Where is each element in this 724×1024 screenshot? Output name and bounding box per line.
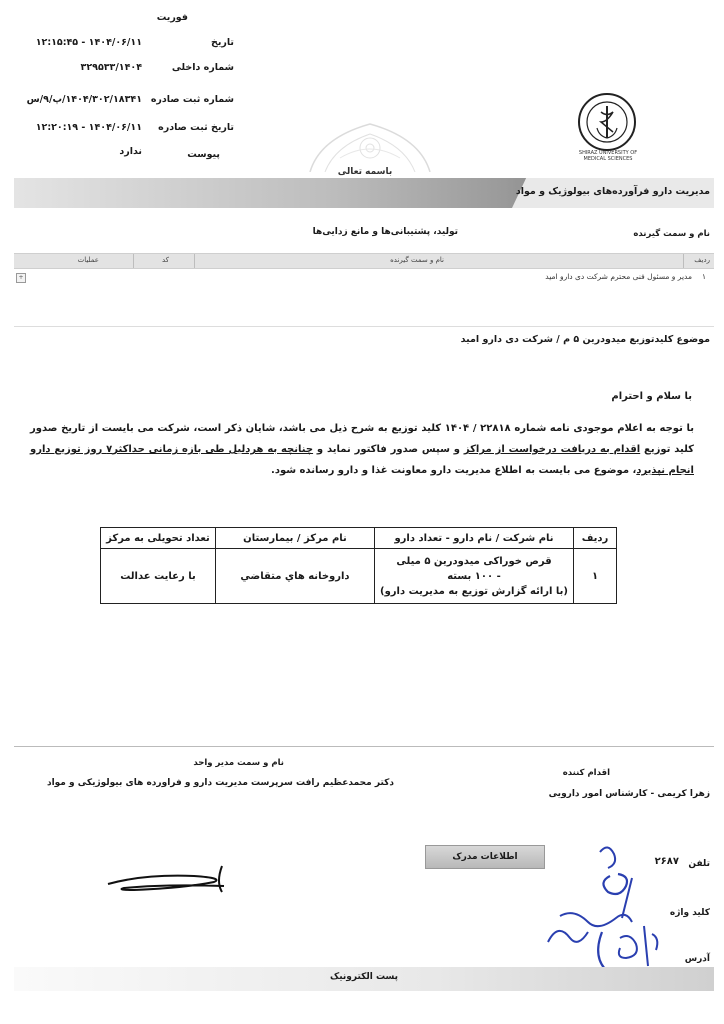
attachment-value: ندارد <box>119 146 142 157</box>
subject-line: موضوع کلیدتوزیع میدودرین ۵ م / شرکت دی دارو امید <box>460 334 710 345</box>
manager-label: نام و سمت مدیر واحد <box>193 758 284 768</box>
expand-icon[interactable]: + <box>16 273 26 283</box>
body-part-3: ، موضوع می بایست به اطلاع مدیریت دارو معاونت غذا و دارو رسانده شود. <box>271 465 637 476</box>
urgency-label: فوریت <box>156 12 188 23</box>
date-label: تاریخ <box>210 37 234 48</box>
registration-date-value: ۱۴۰۴/۰۶/۱۱ - ۱۲:۲۰:۱۹ <box>35 122 142 133</box>
actor-name: زهرا کریمی - کارشناس امور دارویی <box>548 789 710 799</box>
drug-cell <box>375 549 574 604</box>
table-header-quantity: تعداد تحویلی به مرکز <box>101 528 216 549</box>
table-header-center: نام مرکز / بیمارستان <box>216 528 375 549</box>
recipient-row-name: مدیر و مسئول فنی محترم شرکت دی دارو امید <box>545 272 692 281</box>
center-cell: داروخانه هاي متقاضي <box>216 549 375 604</box>
ornament-watermark-icon <box>300 118 440 172</box>
recipient-label: نام و سمت گیرنده <box>633 229 710 239</box>
body-underline-1: اقدام به دریافت درخواست از مراکز <box>463 444 641 455</box>
phone-value: ۲۶۸۷ <box>654 856 679 867</box>
address-label: آدرس <box>684 954 710 964</box>
row-number: ۱ <box>574 549 617 604</box>
handwritten-note-icon <box>540 838 670 980</box>
table-row <box>14 268 714 327</box>
divider <box>14 746 714 747</box>
distribution-table <box>100 527 617 604</box>
body-underline-2: چنانچه به هردلیل طی بازه زمانی حداکثر۷ روز توزیع دارو انجام نپذیرد <box>30 444 694 476</box>
recipient-grid-header <box>14 253 714 269</box>
manager-name: دکتر محمدعظیم رافت سرپرست مدیریت دارو و فراورده های بیولوژیکی و مواد <box>46 778 394 788</box>
internal-number-label: شماره داخلی <box>171 62 234 73</box>
drug-line-3: (با ارائه گزارش توزیع به مدیریت دارو) <box>380 585 568 597</box>
keyword-label: کلید واژه <box>669 908 710 918</box>
table-header-row: ردیف <box>574 528 617 549</box>
registration-number-label: شماره ثبت صادره <box>150 94 234 105</box>
registration-date-label: تاریخ ثبت صادره <box>158 122 234 133</box>
signature-icon <box>104 862 244 902</box>
greeting: با سلام و احترام <box>611 391 692 402</box>
logo-caption: SHIRAZ UNIVERSITY OF MEDICAL SCIENCES <box>578 150 638 162</box>
internal-number-value: ۳۲۹۵۳۳/۱۴۰۴ <box>80 62 142 73</box>
actor-label: اقدام کننده <box>562 768 610 778</box>
letter-body <box>30 418 694 481</box>
date-value: ۱۴۰۴/۰۶/۱۱ - ۱۲:۱۵:۴۵ <box>35 37 142 48</box>
recipient-value: تولید، پشتیبانی‌ها و مانع زدایی‌ها <box>312 227 458 237</box>
table-row <box>101 549 617 604</box>
body-part-1: با توجه به اعلام موجودی نامه شماره ۲۲۸۱۸ / ۱۴۰۴ کلید توزیع به شرح ذیل می باشد، شایان ذکر است، شرکت می بایست از تاریخ صدور کلید توزیع <box>30 423 694 455</box>
phone-label: تلفن <box>688 859 710 869</box>
registration-number-value: ۱۴۰۴/۳۰۲/۱۸۳۴۱/پ/۹/س <box>26 94 142 105</box>
quantity-cell: با رعایت عدالت <box>101 549 216 604</box>
grid-col-code: کد <box>161 256 169 264</box>
table-header-drug: نام شرکت / نام دارو - تعداد دارو <box>375 528 574 549</box>
grid-col-operations: عملیات <box>77 256 99 264</box>
electronic-post-label: پست الکترونیک <box>330 972 399 982</box>
body-part-2: و سپس صدور فاکتور نماید و <box>313 444 464 455</box>
grid-col-name: نام و سمت گیرنده <box>390 256 444 264</box>
attachment-label: پیوست <box>187 149 220 160</box>
university-logo-icon <box>577 92 637 152</box>
basmala: باسمه تعالی <box>337 167 393 177</box>
recipient-row-number: ۱ <box>701 272 706 281</box>
document-info-button[interactable]: اطلاعات مدرک <box>425 845 545 869</box>
grid-col-row: ردیف <box>694 256 710 264</box>
department-name: مدیریت دارو فرآورده‌های بیولوژیک و مواد <box>515 186 710 197</box>
drug-line-1: قرص خوراکی میدودرین ۵ میلی <box>396 555 552 567</box>
drug-line-2: - ۱۰۰ بسته <box>447 570 501 582</box>
